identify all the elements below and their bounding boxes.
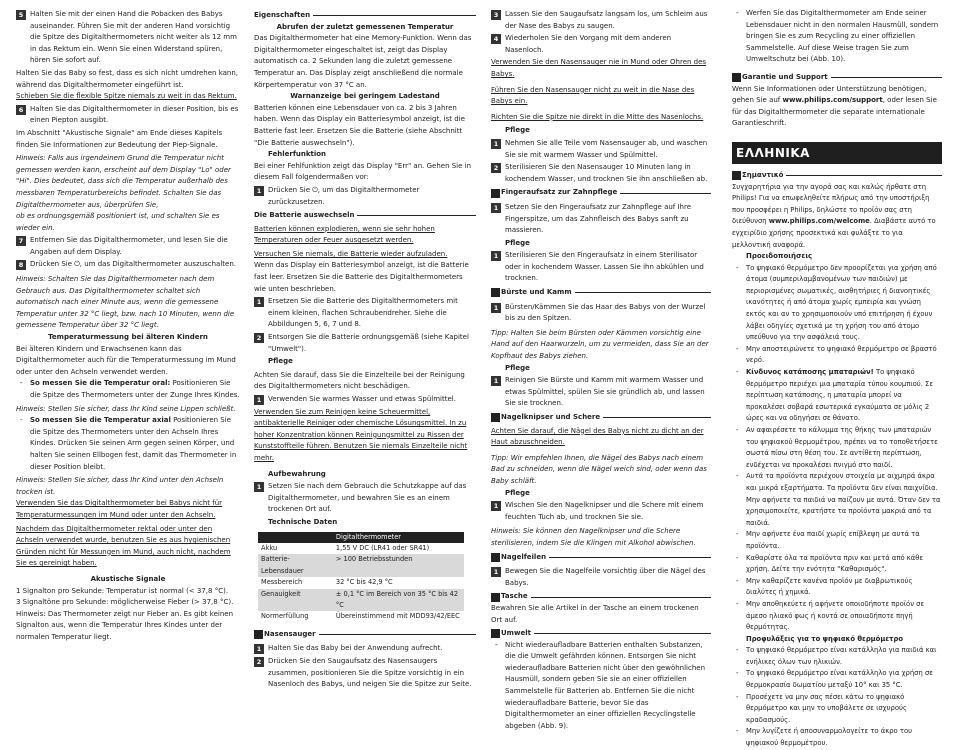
sub-heading: Pflege — [268, 357, 293, 366]
list-item: - Το ψηφιακό θερμόμετρο δεν προορίζεται για χρήση από άτομα (συμπεριλαμβανομένων των παιδιών) με περιορισμένες σωματικές, αισθητήριες ή διανοητικές ικανότητες ή από άτομα χωρίς εμπειρία και γνώση εκτός και αν το χρησιμοποιούν υπό επιτήρηση ή έχουν λάβει οδηγίες σχετικά με τη χρήση του από άτομο υπεύθυνο για την ασφάλειά τους. — [732, 263, 942, 344]
bold-lead: So messen Sie die Temperatur oral: — [30, 379, 171, 388]
step-text: Drücken Sie den Saugaufsatz des Nasensaugers zusammen, positionieren Sie die Spitze vorsichtig in ein Nasenloch des Babys, und neigen Sie die Spitze zur Seite. — [268, 656, 472, 689]
warning-text: Achten Sie darauf, die Nägel des Babys nicht zu dicht an der Haut abzuschneiden. — [491, 426, 704, 447]
spec-table — [258, 532, 464, 623]
section-header-important — [732, 170, 942, 182]
warning-text: Schieben Sie die flexible Spitze niemals zu weit in das Rektum. — [16, 92, 237, 101]
tip: Tipp: Wir empfehlen Ihnen, die Nägel des Babys nach einem Bad zu schneiden, wenn die Nägel weich sind, oder wenn das Baby schläft. — [491, 453, 707, 485]
sub-heading: Pflege — [505, 238, 530, 247]
table-row — [258, 543, 464, 554]
hint: Hinweis: Schalten Sie das Digitalthermometer nach dem Gebrauch aus. Das Digitalthermometer schaltet sich automatisch nach einer Minute aus, wenn die gemessene Temperatur unter 32 °C liegt, bzw. nach 10 Minuten, wenn die gemessene Temperatur über 32 °C liegt. — [16, 275, 235, 330]
table-cell: Übereinstimmend mit MDD93/42/EEC — [335, 612, 460, 621]
step-1 — [254, 481, 476, 516]
step-number: 1 — [491, 203, 501, 213]
step-1 — [491, 302, 711, 325]
paragraph: Im Abschnitt "Akustische Signale" am Ende dieses Kapitels finden Sie Informationen zur Bedeutung der Piep-Signale. — [16, 128, 223, 149]
bold-lead: So messen Sie die Temperatur axial — [30, 416, 171, 425]
sub-heading: Aufbewahrung — [268, 469, 326, 478]
step-number: 2 — [254, 657, 264, 667]
section-title: Die Batterie auswechseln — [254, 211, 355, 220]
section-header-eigenschaften — [254, 10, 476, 22]
sub-heading: Warnanzeige bei geringem Ladestand — [290, 92, 440, 101]
warning-text: Nachdem das Digitalthermometer rektal oder unter den Achseln verwendet wurde, benutzen Sie es aus hygienischen Gründen nicht für Messungen im Mund, auch nicht, nachdem Sie es gereinigt haben. — [16, 524, 231, 568]
table-cell: Akku — [261, 543, 278, 552]
step-text: Reinigen Sie Bürste und Kamm mit warmem Wasser und etwas Spülmittel, spülen Sie sie gründlich ab, und lassen Sie sie trocknen. — [505, 376, 705, 408]
list-item: - Μην λυγίζετε ή αποσυναρμολογείτε το άκρο του ψηφιακού θερμομέτρου. — [732, 726, 942, 749]
step-number: 1 — [254, 395, 264, 405]
step-number: 5 — [16, 10, 26, 20]
section-heading: Temperaturmessung bei älteren Kindern — [48, 333, 208, 342]
table-cell: 1,55 V DC (LR41 oder SR41) — [335, 543, 430, 552]
item-text: Μην αποθηκεύετε ή αφήνετε οποιοδήποτε προϊόν σε άμεσο ηλιακό φως ή κοντά σε οποιαδήποτε πηγή θερμότητας. — [746, 599, 925, 632]
section-heading: Akustische Signale — [90, 574, 166, 583]
step-number: 7 — [16, 236, 26, 246]
item-text: Καθαρίστε όλα τα προϊόντα πριν και μετά από κάθε χρήση. Δείτε την ενότητα "Καθαρισμός". — [746, 553, 924, 574]
step-number: 1 — [491, 251, 501, 261]
section-title: Tasche — [501, 592, 528, 601]
table-cell: Messbereich — [261, 578, 303, 587]
list-item: - So messen Sie die Temperatur axial Positionieren Sie die Spitze des Thermometers unter den Achseln Ihres Kindes. Drücken Sie seinen Arm gegen seinen Körper, und halten Sie seinen Ellbogen fest, damit das Thermometer in dieser Position bleibt. — [20, 416, 237, 471]
column-2 — [254, 8, 476, 692]
step-4 — [491, 33, 711, 56]
section-header-env — [491, 628, 711, 640]
item-text: Μην αφήνετε ένα παιδί χωρίς επίβλεψη με αυτά τα προϊόντα. — [746, 530, 920, 550]
item-text: Μην αποστειρώνετε το ψηφιακό θερμόμετρο σε βραστό νερό. — [746, 344, 937, 365]
sub-heading: Technische Daten — [268, 517, 338, 526]
table-cell: ± 0,1 °C im Bereich von 35 °C bis 42 °C — [333, 589, 464, 612]
section-title: Nasensauger — [264, 629, 316, 638]
text: Συγχαρητήρια για την αγορά σας και καλώς ήρθατε στη Philips! Για να επωφεληθείτε πλήρως από την υποστήριξη που προσφέρει η Philips, δηλώστε το προϊόν σας στη διεύθυνση — [732, 182, 930, 226]
section-title: Nagelknipser und Schere — [501, 413, 601, 421]
item-text: Αυτά τα προϊόντα περιέχουν στοιχεία με αιχμηρά άκρα και μικρά εξαρτήματα. Τα προϊόντα δεν είναι παιχνίδια. Μην αφήνετε τα παιδιά να παίζουν με αυτά. Όταν δεν τα χρησιμοποιείτε, κρατήστε τα προϊόντα μακριά από τα παιδιά. — [746, 472, 941, 527]
item-text: Το ψηφιακό θερμόμετρο είναι κατάλληλο για παιδιά και ενήλικες όλων των ηλικιών. — [746, 646, 937, 666]
section-title: Bürste und Kamm — [501, 288, 572, 297]
step-text: Halten Sie das Digitalthermometer in dieser Position, bis es einen Piepton ausgibt. — [30, 104, 239, 125]
bold-lead: Κίνδυνος κατάποσης μπαταριών! — [746, 368, 874, 377]
hint: Hinweis: Sie können den Nagelknipser und die Schere sterilisieren, indem Sie die Klingen mit Alkohol abwischen. — [491, 527, 696, 547]
warning-text: Batterien können explodieren, wenn sie sehr hohen Temperaturen oder Feuer ausgesetzt werden. — [254, 224, 435, 245]
warning-text: Versuchen Sie niemals, die Batterie wieder aufzuladen. — [254, 249, 448, 258]
list-item: - Προσέχετε να μην σας πέσει κάτω το ψηφιακό θερμόμετρο και μην το υποβάλετε σε ισχυρούς κραδασμούς. — [732, 692, 942, 727]
list-item: - Αυτά τα προϊόντα περιέχουν στοιχεία με αιχμηρά άκρα και μικρά εξαρτήματα. Τα προϊόντα δεν είναι παιχνίδια. Μην αφήνετε τα παιδιά να παίζουν με αυτά. Όταν δεν τα χρησιμοποιείτε, κρατήστε τα προϊόντα μακριά από τα παιδιά. — [732, 471, 942, 529]
section-title: Fingeraufsatz zur Zahnpflege — [501, 188, 618, 197]
hint: Hinweis: Falls aus irgendeinem Grund die Temperatur nicht gemessen werden kann, erscheint auf dem Display "Lo" oder "Hi". Dies bedeutet, dass sich die Temperatur außerhalb des messbaren Temperaturbereichs befindet. Schalten Sie das Digitalthermometer aus, überprüfen Sie, — [16, 154, 231, 209]
warning-text: Führen Sie den Nasensauger nicht zu weit in die Nase des Babys ein. — [491, 85, 695, 106]
list-item: - Αν αφαιρέσετε το κάλυμμα της θήκης των μπαταριών του ψηφιακού θερμομέτρου, πρέπει να το τοποθετήσετε σωστά πίσω στη θέση του. Σε αντίθετη περίπτωση, ενδέχεται να προκαλέσει πνιγμό στο παιδί. — [732, 425, 942, 471]
section-header-brush — [491, 287, 711, 299]
paragraph: Hinweis: Das Thermometer zeigt nur Fieber an. Es gibt keinen Signalton aus, wenn die Temperatur Ihres Kindes unter der normalen Temperatur liegt. — [16, 609, 234, 641]
step-text: Nehmen Sie alle Teile vom Nasensauger ab, und waschen Sie sie mit warmem Wasser und Spülmittel. — [505, 138, 708, 159]
section-title: Nagelfeilen — [501, 552, 547, 561]
step-number: 1 — [254, 644, 264, 654]
step-8 — [16, 259, 240, 271]
column-4 — [732, 8, 942, 750]
table-header-row — [258, 532, 464, 543]
step-number: 1 — [254, 482, 264, 492]
list-item: - So messen Sie die Temperatur oral: Positionieren Sie die Spitze des Thermometers unter der Zunge Ihres Kindes. — [20, 379, 240, 399]
item-text: Μην καθαρίζετε κανένα προϊόν με διαβρωτικούς διαλύτες ή χημικά. — [746, 576, 913, 597]
step-number: 1 — [491, 139, 501, 149]
section-title: Garantie und Support — [742, 72, 828, 81]
step-5 — [16, 9, 240, 67]
support-link[interactable]: www.philips.com/support — [782, 96, 883, 105]
list-item: - Μην αποθηκεύετε ή αφήνετε οποιοδήποτε προϊόν σε άμεσο ηλιακό φως ή κοντά σε οποιαδήποτε πηγή θερμότητας. — [732, 599, 942, 634]
column-3 — [491, 8, 711, 732]
item-text: Το ψηφιακό θερμόμετρο περιέχει μια μπαταρία τύπου κουμπιού. Σε περίπτωση κατάποσης, η μπαταρία μπορεί να προκαλέσει σοβαρά εσωτερικά εγκαύματα σε μόλις 2 ώρες και να οδηγήσει σε θάνατο. — [746, 368, 934, 423]
table-cell: Normerfüllung — [261, 612, 309, 621]
step-text: Verwenden Sie warmes Wasser und etwas Spülmittel. — [268, 395, 456, 403]
section-header-nasensauger — [254, 629, 476, 641]
section-title: Eigenschaften — [254, 11, 311, 19]
paragraph: Bei einer Fehlfunktion zeigt das Display "Err" an. Gehen Sie in diesem Fall folgendermaßen vor: — [254, 161, 472, 182]
step-text: Entfernen Sie das Digitalthermometer, und lesen Sie die Angaben auf dem Display. — [30, 236, 228, 256]
warning-text: Verwenden Sie den Nasensauger nie in Mund oder Ohren des Babys. — [491, 58, 707, 78]
list-item: - Το ψηφιακό θερμόμετρο είναι κατάλληλο για παιδιά και ενήλικες όλων των ηλικιών. — [732, 645, 942, 668]
section-title: Umwelt — [501, 629, 531, 638]
section-header-bag — [491, 591, 711, 603]
step-number: 1 — [254, 186, 264, 196]
step-number: 1 — [254, 297, 264, 307]
sub-heading: Pflege — [505, 363, 530, 372]
hint: ob es ordnungsgemäß positioniert ist, und schalten Sie es wieder ein. — [16, 212, 220, 232]
table-header: Digitalthermometer — [333, 532, 464, 543]
step-6 — [16, 104, 240, 127]
paragraph — [732, 84, 942, 130]
step-2 — [254, 332, 476, 355]
step-text: Halten Sie das Baby bei der Anwendung aufrecht. — [268, 644, 443, 653]
section-header-nail — [491, 412, 711, 424]
step-1 — [491, 500, 711, 523]
step-text: Setzen Sie nach dem Gebrauch die Schutzkappe auf das Digitalthermometer, und bewahren Sie es an einem trockenen Ort auf. — [268, 482, 467, 514]
list-item: - Werfen Sie das Digitalthermometer am Ende seiner Lebensdauer nicht in den normalen Hausmüll, sondern bringen Sie es zum Recycling zu einer offiziellen Sammelstelle. Auf diese Weise tragen Sie zum Umweltschutz bei (Abb. 10). — [732, 8, 942, 66]
warning-text: Verwenden Sie zum Reinigen keine Scheuermittel, antibakterielle Reiniger oder chemische Lösungsmittel. In zu hoher Konzentration können Reinigungsmittel zu Rissen der Kunststoffteile führen. Benutzen Sie niemals Einzelteile nicht mehr. — [254, 407, 468, 462]
step-text: Bewegen Sie die Nagelfeile vorsichtig über die Nägel des Babys. — [505, 567, 706, 587]
paragraph: 1 Signalton pro Sekunde: Temperatur ist normal (< 37,8 °C). — [16, 586, 229, 595]
list-item: - Nicht wiederaufladbare Batterien enthalten Substanzen, die die Umwelt gefährden können. Entsorgen Sie nicht wiederaufladbare Batterien nicht über den gewöhnlichen Hausmüll, sondern geben Sie sie an einer offiziellen Sammelstelle für Batterien ab. Entfernen Sie die nicht wiederaufladbare Batterie, bevor Sie das Digitalthermometer an einer offiziellen Recyclingstelle abgeben (Abb. 9). — [491, 640, 711, 733]
tip: Tipp: Halten Sie beim Bürsten oder Kämmen vorsichtig eine Hand auf den Haarwurzeln, um zu vermeiden, dass Sie an der Kopfhaut des Babys ziehen. — [491, 328, 709, 361]
text: , oder lesen Sie für das Digitalthermometer die separate internationale Garantieschrift. — [732, 96, 937, 128]
paragraph — [732, 182, 942, 252]
section-header-file — [491, 552, 711, 564]
paragraph: Bewahren Sie alle Artikel in der Tasche an einem trockenen Ort auf. — [491, 603, 699, 624]
step-1 — [491, 375, 711, 410]
step-1 — [254, 185, 476, 208]
list-item: - Καθαρίστε όλα τα προϊόντα πριν και μετά από κάθε χρήση. Δείτε την ενότητα "Καθαρισμός". — [732, 553, 942, 576]
step-1 — [491, 138, 711, 161]
list-item: - Μην αφήνετε ένα παιδί χωρίς επίβλεψη με αυτά τα προϊόντα. — [732, 529, 942, 552]
step-text: Entsorgen Sie die Batterie ordnungsgemäß (siehe Kapitel "Umwelt"). — [268, 333, 469, 353]
step-number: 1 — [491, 303, 501, 313]
step-1 — [491, 566, 711, 589]
step-text: Setzen Sie den Fingeraufsatz zur Zahnpflege auf Ihre Fingerspitze, um das Zahnfleisch des Babys sanft zu massieren. — [505, 202, 692, 235]
list-item: - Μην καθαρίζετε κανένα προϊόν με διαβρωτικούς διαλύτες ή χημικά. — [732, 576, 942, 599]
item-text: Positionieren Sie die Spitze des Thermometers unter der Zunge Ihres Kindes. — [30, 379, 240, 399]
item-text: Το ψηφιακό θερμόμετρο είναι κατάλληλο για χρήση σε θερμοκρασία δωματίου μεταξύ 10° και 35 °C. — [746, 669, 933, 690]
item-text: Αν αφαιρέσετε το κάλυμμα της θήκης των μπαταριών του ψηφιακού θερμομέτρου, πρέπει να το τοποθετήσετε σωστά πίσω στη θέση του. Σε αντίθετη περίπτωση, ενδέχεται να προκαλέσει πνιγμό στο παιδί. — [746, 426, 938, 469]
step-number: 1 — [491, 567, 501, 577]
warning-text: Verwenden Sie das Digitalthermometer bei Babys nicht für Temperaturmessungen im Mund oder unter den Achseln. — [16, 499, 223, 519]
step-number: 3 — [491, 10, 501, 20]
paragraph: 3 Signaltöne pro Sekunde: möglicherweise Fieber (> 37,8 °C). — [16, 598, 234, 607]
text: Wenn Sie Informationen oder Unterstützung benötigen, gehen Sie auf — [732, 84, 927, 105]
section-title: Σημαντικό — [742, 170, 784, 179]
section-header-warranty — [732, 72, 942, 84]
step-number: 1 — [491, 501, 501, 511]
paragraph: Das Digitalthermometer hat eine Memory-Funktion. Wenn das Digitalthermometer eingeschaltet ist, zeigt das Display automatisch ca. 2 Sekunden lang die zuletzt gemessene Temperatur an. Das Display zeigt anschließend die normale Körpertemperatur von 37 °C an. — [254, 34, 472, 89]
step-1 — [254, 394, 476, 406]
step-text: Sterilisieren Sie den Nasensauger 10 Minuten lang in kochendem Wasser, und trocknen Sie ihn anschließen ab. — [505, 163, 708, 183]
step-text: Drücken Sie ⏻, um das Digitalthermometer zurückzusetzen. — [268, 185, 420, 206]
paragraph: Wenn das Display ein Batteriesymbol anzeigt, ist die Batterie fast leer. Ersetzen Sie die Batterie des Digitalthermometers wie unten beschrieben. — [254, 261, 469, 293]
step-text: Bürsten/Kämmen Sie das Haar des Babys von der Wurzel bis zu den Spitzen. — [505, 302, 706, 323]
step-2 — [491, 162, 711, 185]
step-text: Wiederholen Sie den Vorgang mit dem anderen Nasenloch. — [505, 34, 672, 54]
table-cell: Batterie-Lebensdauer — [258, 554, 333, 577]
sub-heading: Pflege — [505, 126, 530, 135]
paragraph: Bei älteren Kindern und Erwachsenen kann das Digitalthermometer auch für die Temperaturmessung im Mund oder unter den Achseln verwendet werden. — [16, 344, 236, 376]
sub-heading: Προειδοποιήσεις — [746, 252, 813, 261]
item-text: Werfen Sie das Digitalthermometer am Ende seiner Lebensdauer nicht in den normalen Hausmüll, sondern bringen Sie es zum Recycling zu einer offiziellen Sammelstelle. Auf diese Weise tragen Sie zum Umweltschutz bei (Abb. 10). — [746, 9, 939, 64]
paragraph: Achten Sie darauf, dass Sie die Einzelteile bei der Reinigung des Digitalthermometers nicht beschädigen. — [254, 370, 465, 391]
step-1 — [491, 250, 711, 285]
item-text: Το ψηφιακό θερμόμετρο δεν προορίζεται για χρήση από άτομα (συμπεριλαμβανομένων των παιδιών) με περιορισμένες σωματικές, αισθητήριες ή διανοητικές ικανότητες ή από άτομα χωρίς εμπειρία και γνώση εκτός και αν το χρησιμοποιούν υπό επιτήρηση ή έχουν λάβει οδηγίες σχετικά με τη χρήση του από άτομο υπεύθυνο για την ασφάλειά τους. — [746, 263, 937, 342]
table-cell: 32 °C bis 42,9 °C — [335, 578, 393, 587]
item-text: Μην λυγίζετε ή αποσυναρμολογείτε το άκρο του ψηφιακού θερμομέτρου. — [746, 727, 913, 748]
step-text: Wischen Sie den Nagelknipser und die Schere mit einem feuchten Tuch ab, und trocknen Sie sie. — [505, 501, 704, 521]
step-2 — [254, 656, 476, 691]
step-3 — [491, 9, 711, 32]
list-item: - Το ψηφιακό θερμόμετρο είναι κατάλληλο για χρήση σε θερμοκρασία δωματίου μεταξύ 10° και 35 °C. — [732, 668, 942, 691]
step-number: 8 — [16, 260, 26, 270]
paragraph: Batterien können eine Lebensdauer von ca. 2 bis 3 Jahren haben. Wenn das Display ein Batteriesymbol anzeigt, ist die Batterie fast leer. Ersetzen Sie die Batterie (siehe Abschnitt "Die Batterie auswechseln"). — [254, 103, 465, 147]
step-number: 2 — [491, 163, 501, 173]
section-header-finger — [491, 187, 711, 199]
sub-heading: Προφυλάξεις για το ψηφιακό θερμόμετρο — [746, 634, 904, 643]
hint: Hinweis: Stellen Sie sicher, dass Ihr Kind seine Lippen schließt. — [16, 404, 236, 413]
table-row — [258, 577, 464, 588]
language-title-greek: ΕΛΛΗΝΙΚΑ — [732, 142, 942, 164]
step-text: Halten Sie mit der einen Hand die Pobacken des Babys auseinander. Führen Sie mit der anderen Hand vorsichtig die Spitze des Digitalthermometers nicht weiter als 12 mm in das Rektum ein. Wenn Sie einen Widerstand spüren, hören Sie sofort auf. — [30, 10, 237, 65]
step-1 — [254, 296, 476, 331]
item-text: Positionieren Sie die Spitze des Thermometers unter den Achseln Ihres Kindes. Drücken Sie seinen Arm gegen seinen Körper, und halten Sie seinen Ellbogen fest, damit das Thermometer in dieser Position bleibt. — [30, 416, 237, 471]
warning-text: Richten Sie die Spitze nie direkt in die Mitte des Nasenlochs. — [491, 112, 704, 121]
sub-heading: Pflege — [505, 488, 530, 497]
step-7 — [16, 235, 240, 258]
hint: Hinweis: Stellen Sie sicher, dass Ihr Kind unter den Achseln trocken ist. — [16, 476, 224, 496]
item-text: Nicht wiederaufladbare Batterien enthalten Substanzen, die die Umwelt gefährden können. Entsorgen Sie nicht wiederaufladbare Batterien nicht über den gewöhnlichen Hausmüll, sondern geben Sie sie an einer offiziellen Sammelstelle für Batterien ab. Entfernen Sie die nicht wiederaufladbare Batterie, bevor Sie das Digitalthermometer an einer offiziellen Recyclingstelle abgeben (Abb. 9). — [505, 640, 706, 730]
column-1 — [16, 8, 240, 643]
step-1 — [254, 643, 476, 655]
table-cell: Genauigkeit — [258, 589, 333, 612]
table-row — [258, 611, 464, 622]
item-text: Προσέχετε να μην σας πέσει κάτω το ψηφιακό θερμόμετρο και μην το υποβάλετε σε ισχυρούς κραδασμούς. — [746, 692, 907, 724]
table-row — [258, 554, 464, 577]
step-text: Drücken Sie ⏻, um das Digitalthermometer auszuschalten. — [30, 260, 237, 269]
step-text: Sterilisieren Sie den Fingeraufsatz in einem Sterilisator oder in kochendem Wasser. Lassen Sie ihn abkühlen und trocknen. — [505, 251, 704, 283]
step-text: Lassen Sie den Saugaufsatz langsam los, um Schleim aus der Nase des Babys zu saugen. — [505, 10, 708, 30]
list-item: - Μην αποστειρώνετε το ψηφιακό θερμόμετρο σε βραστό νερό. — [732, 344, 942, 367]
sub-heading: Fehlerfunktion — [268, 150, 327, 159]
step-number: 4 — [491, 34, 501, 44]
step-1 — [491, 202, 711, 237]
welcome-link[interactable]: www.philips.com/welcome — [768, 217, 870, 226]
text: . Διαβάστε αυτό το εγχειρίδιο χρήσης προσεκτικά και φυλάξτε το για μελλοντική αναφορά. — [732, 217, 936, 249]
table-row — [258, 589, 464, 612]
list-item: - Κίνδυνος κατάποσης μπαταριών! Το ψηφιακό θερμόμετρο περιέχει μια μπαταρία τύπου κουμπιού. Σε περίπτωση κατάποσης, η μπαταρία μπορεί να προκαλέσει σοβαρά εσωτερικά εγκαύματα σε μόλις 2 ώρες και να οδηγήσει σε θάνατο. — [736, 368, 934, 423]
paragraph: Halten Sie das Baby so fest, dass es sich nicht umdrehen kann, während das Digitalthermometer eingeführt ist. — [16, 68, 239, 89]
step-number: 2 — [254, 333, 264, 343]
step-text: Ersetzen Sie die Batterie des Digitalthermometers mit einem kleinen, flachen Schraubendreher. Siehe die Abbildungen 5, 6, 7 und 8. — [268, 297, 458, 329]
step-number: 1 — [491, 376, 501, 386]
sub-heading: Abrufen der zuletzt gemessenen Temperatur — [276, 22, 454, 31]
step-number: 6 — [16, 105, 26, 115]
section-header-batterie — [254, 210, 476, 222]
table-cell: > 100 Betriebsstunden — [333, 554, 464, 577]
